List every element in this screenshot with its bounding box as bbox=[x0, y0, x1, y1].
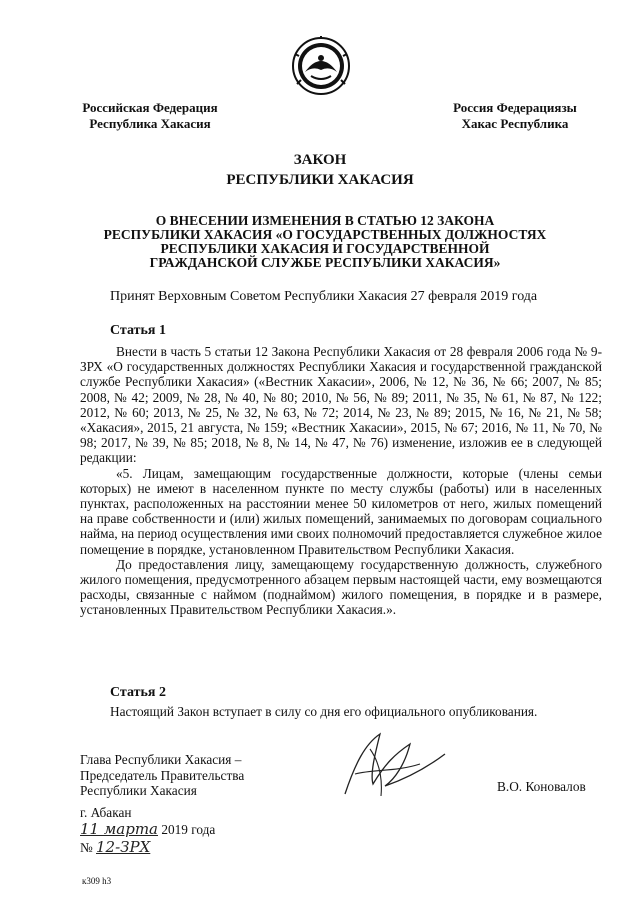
law-heading-line: О ВНЕСЕНИИ ИЗМЕНЕНИЯ В СТАТЬЮ 12 ЗАКОНА bbox=[155, 213, 495, 228]
adoption-statement: Принят Верховным Советом Республики Хакасия 27 февраля 2019 года bbox=[110, 289, 538, 304]
number-prefix: № bbox=[80, 840, 93, 855]
header-right-line1: Россия Федерациязы bbox=[453, 100, 577, 115]
article-1-title: Статья 1 bbox=[110, 323, 166, 338]
document-type: ЗАКОН bbox=[293, 152, 347, 168]
signatory-position-line: Глава Республики Хакасия – bbox=[80, 752, 242, 767]
handwritten-date: 11 марта bbox=[80, 820, 159, 838]
header-right-line2: Хакас Республика bbox=[461, 116, 569, 131]
law-number bbox=[80, 838, 150, 856]
article-1-paragraph: «5. Лицам, замещающим государственные должности, которые (члены семьи которых) не имеют в населенном пункте по месту службы (работы) или в населенных пунктах, расположенных на расстоянии менее 50 километров от него, жилых помещений на праве собственности и (или) жилых помещений, занимаемых по договорам социального найма, на период осуществления ими своих полномочий предоставляется служебное жилое помещение в порядке, установленном Правительством Республики Хакасия. bbox=[80, 465, 602, 557]
header-right bbox=[440, 100, 590, 132]
header-left-line1: Российская Федерация bbox=[82, 100, 218, 115]
place-of-signing: г. Абакан bbox=[80, 805, 132, 820]
signatory-position bbox=[80, 752, 300, 799]
signatory-position-line: Республики Хакасия bbox=[80, 783, 197, 798]
handwritten-number: 12-ЗРХ bbox=[96, 838, 151, 856]
law-heading-line: ГРАЖДАНСКОЙ СЛУЖБЕ РЕСПУБЛИКИ ХАКАСИЯ» bbox=[149, 255, 501, 270]
header-left bbox=[70, 100, 230, 132]
law-heading-line: РЕСПУБЛИКИ ХАКАСИЯ «О ГОСУДАРСТВЕННЫХ ДОЛЖНОСТЯХ bbox=[103, 227, 547, 242]
date-year: 2019 года bbox=[161, 822, 216, 837]
handwritten-signature bbox=[325, 724, 455, 804]
law-heading-line: РЕСПУБЛИКИ ХАКАСИЯ И ГОСУДАРСТВЕННОЙ bbox=[160, 241, 490, 256]
document-authority: РЕСПУБЛИКИ ХАКАСИЯ bbox=[226, 172, 414, 188]
signatory-name: В.О. Коновалов bbox=[497, 779, 586, 794]
article-1-body bbox=[80, 344, 602, 618]
article-2-title: Статья 2 bbox=[110, 685, 166, 700]
article-1-paragraph: Внести в часть 5 статьи 12 Закона Республики Хакасия от 28 февраля 2006 года № 9-ЗРХ «О государственных должностях Республики Хакасия и государственной гражданской службе Республики Хакасия» («Вестник Хакасии», 2006, № 12, № 36, № 66; 2007, № 85; 2008, № 42; 2009, № 28, № 40, № 80; 2010, № 56, № 89; 2011, № 35, № 61, № 87, № 122; 2012, № 60; 2013, № 25, № 32, № 63, № 72; 2014, № 23, № 89; 2015, № 16, № 21, № 58; «Хакасия», 2015, 21 августа, № 159; «Вестник Хакасии», 2015, № 67; 2016, № 11, № 70, № 98; 2017, № 39, № 85; 2018, № 8, № 14, № 47, № 76) изменение, изложив ее в следующей редакции: bbox=[80, 344, 602, 466]
article-2-body: Настоящий Закон вступает в силу со дня его официального опубликования. bbox=[110, 704, 538, 719]
coat-of-arms-icon bbox=[291, 36, 351, 96]
article-1-paragraph: До предоставления лицу, замещающему государственную должность, служебного жилого помещения, предусмотренного абзацем первым настоящей части, ему возмещаются расходы, связанные с наймом (поднаймом) жилого помещения, в порядке и в размере, установленных Правительством Республики Хакасия.». bbox=[80, 556, 602, 618]
signatory-position-line: Председатель Правительства bbox=[80, 767, 245, 783]
header-left-line2: Республика Хакасия bbox=[89, 116, 211, 131]
law-heading bbox=[80, 214, 570, 270]
footer-code: к309 h3 bbox=[82, 876, 112, 886]
signing-date bbox=[80, 820, 215, 838]
